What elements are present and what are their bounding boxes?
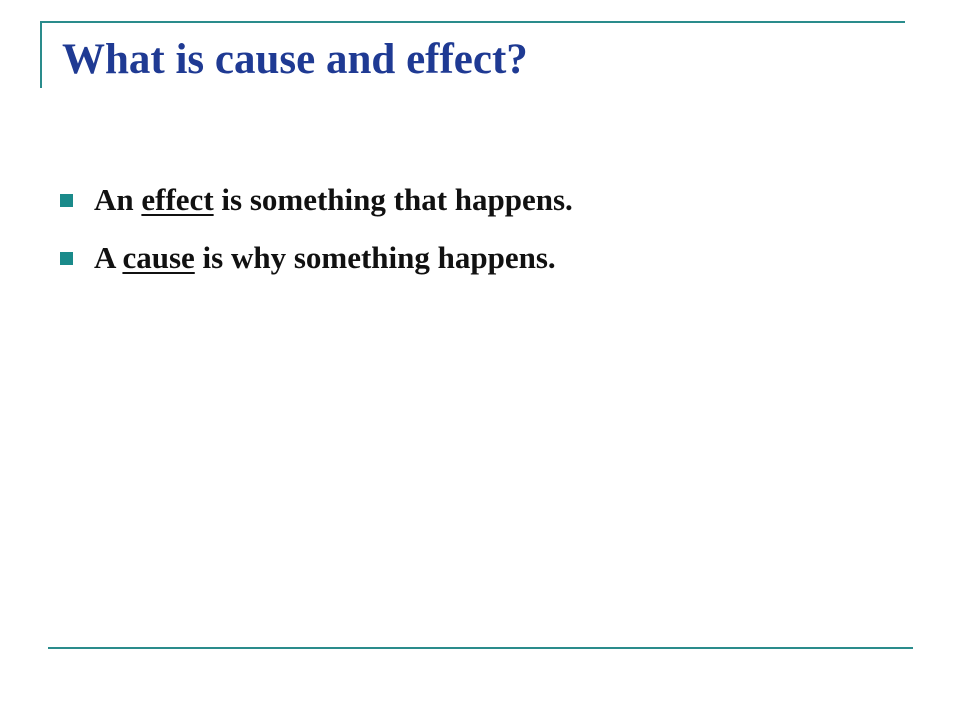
square-bullet-icon [60,252,73,265]
bullet-item-effect [60,180,573,220]
frame-left-line [40,21,42,88]
frame-top-line [40,21,905,23]
square-bullet-icon [60,194,73,207]
bullet-list [60,180,573,296]
slide-title: What is cause and effect? [62,36,528,83]
bullet-text [94,240,556,276]
bullet-item-cause [60,238,573,278]
bullet-suffix: is why something happens. [194,240,556,275]
bullet-prefix: An [94,182,142,217]
key-term-effect: effect [141,182,214,217]
bullet-text [94,182,573,218]
bullet-prefix: A [94,240,123,275]
bullet-suffix: is something that happens. [213,182,573,217]
key-term-cause: cause [122,240,195,275]
frame-bottom-line [48,647,913,649]
